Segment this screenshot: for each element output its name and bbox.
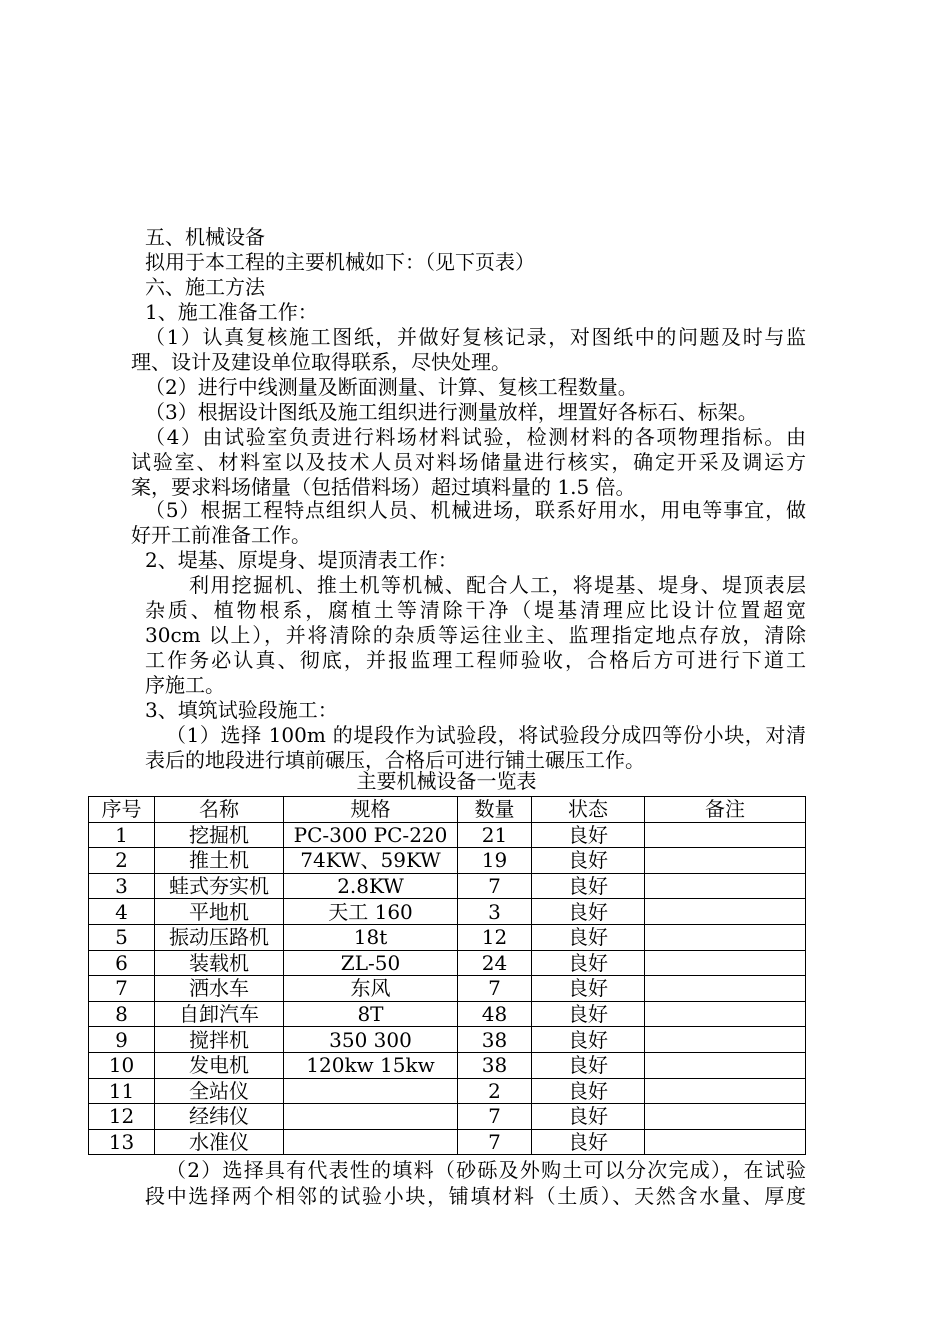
- cell-quantity: 7: [458, 1104, 532, 1130]
- paragraph-line: 表后的地段进行填前碾压，合格后可进行铺土碾压工作。: [145, 748, 645, 772]
- header-cell-quantity: 数量: [458, 797, 532, 823]
- section-heading-machinery: 五、机械设备: [145, 225, 265, 249]
- cell-status: 良好: [532, 924, 645, 950]
- cell-quantity: 12: [458, 924, 532, 950]
- header-cell-spec: 规格: [284, 797, 458, 823]
- table-row: [89, 873, 806, 899]
- paragraph-line: 杂质、植物根系，腐植土等清除干净（堤基清理应比设计位置超宽: [145, 598, 806, 622]
- cell-status: 良好: [532, 1001, 645, 1027]
- cell-name: 推土机: [155, 848, 284, 874]
- table-row: [89, 1052, 806, 1078]
- header-cell-remarks: 备注: [645, 797, 806, 823]
- cell-name: 发电机: [155, 1052, 284, 1078]
- table-row: [89, 1001, 806, 1027]
- cell-remarks: [645, 1052, 806, 1078]
- subsection-heading: 2、堤基、原堤身、堤顶清表工作：: [145, 548, 458, 572]
- table-row: [89, 924, 806, 950]
- cell-index: 13: [89, 1129, 155, 1155]
- paragraph-line: 案，要求料场储量（包括借料场）超过填料量的 1.5 倍。: [131, 475, 636, 499]
- cell-quantity: 38: [458, 1052, 532, 1078]
- cell-quantity: 2: [458, 1078, 532, 1104]
- subsection-heading: 1、施工准备工作：: [145, 300, 318, 324]
- cell-index: 7: [89, 976, 155, 1002]
- cell-name: 自卸汽车: [155, 1001, 284, 1027]
- paragraph-line: 工作务必认真、彻底，并报监理工程师验收，合格后方可进行下道工: [145, 648, 806, 672]
- paragraph-line: 30cm 以上），并将清除的杂质等运往业主、监理指定地点存放，清除: [145, 623, 806, 647]
- cell-name: 搅拌机: [155, 1027, 284, 1053]
- cell-name: 振动压路机: [155, 924, 284, 950]
- cell-remarks: [645, 1027, 806, 1053]
- cell-spec: [284, 1129, 458, 1155]
- cell-spec: 8T: [284, 1001, 458, 1027]
- paragraph-line: 理、设计及建设单位取得联系，尽快处理。: [131, 350, 511, 374]
- paragraph-line: （2）进行中线测量及断面测量、计算、复核工程数量。: [145, 375, 638, 399]
- cell-spec: 2.8KW: [284, 873, 458, 899]
- cell-quantity: 38: [458, 1027, 532, 1053]
- paragraph-line: （2）选择具有代表性的填料（砂砾及外购土可以分次完成），在试验: [166, 1158, 806, 1182]
- cell-status: 良好: [532, 848, 645, 874]
- paragraph-line: 段中选择两个相邻的试验小块，铺填材料（土质）、天然含水量、厚度: [145, 1184, 806, 1208]
- cell-spec: 东风: [284, 976, 458, 1002]
- cell-quantity: 3: [458, 899, 532, 925]
- cell-remarks: [645, 1104, 806, 1130]
- cell-remarks: [645, 924, 806, 950]
- cell-spec: 350 300: [284, 1027, 458, 1053]
- cell-quantity: 7: [458, 873, 532, 899]
- cell-index: 9: [89, 1027, 155, 1053]
- cell-quantity: 21: [458, 822, 532, 848]
- cell-spec: 18t: [284, 924, 458, 950]
- cell-index: 5: [89, 924, 155, 950]
- cell-quantity: 7: [458, 976, 532, 1002]
- cell-remarks: [645, 873, 806, 899]
- table-header-row: [89, 797, 806, 823]
- cell-spec: ZL-50: [284, 950, 458, 976]
- cell-status: 良好: [532, 1027, 645, 1053]
- paragraph-line: （3）根据设计图纸及施工组织进行测量放样，埋置好各标石、标架。: [145, 400, 758, 424]
- cell-index: 10: [89, 1052, 155, 1078]
- cell-quantity: 48: [458, 1001, 532, 1027]
- cell-remarks: [645, 848, 806, 874]
- paragraph-line: 试验室、材料室以及技术人员对料场储量进行核实，确定开采及调运方: [131, 450, 806, 474]
- cell-name: 平地机: [155, 899, 284, 925]
- header-cell-index: 序号: [89, 797, 155, 823]
- cell-quantity: 7: [458, 1129, 532, 1155]
- cell-status: 良好: [532, 1104, 645, 1130]
- cell-remarks: [645, 976, 806, 1002]
- cell-spec: [284, 1078, 458, 1104]
- cell-remarks: [645, 1129, 806, 1155]
- paragraph-line: （1）选择 100m 的堤段作为试验段，将试验段分成四等份小块，对清: [166, 723, 806, 747]
- cell-index: 11: [89, 1078, 155, 1104]
- cell-index: 6: [89, 950, 155, 976]
- cell-index: 4: [89, 899, 155, 925]
- paragraph-line: 序施工。: [145, 673, 225, 697]
- cell-status: 良好: [532, 873, 645, 899]
- header-cell-name: 名称: [155, 797, 284, 823]
- paragraph-line: （5）根据工程特点组织人员、机械进场，联系好用水，用电等事宜，做: [145, 498, 806, 522]
- cell-status: 良好: [532, 1129, 645, 1155]
- table-row: [89, 899, 806, 925]
- cell-spec: [284, 1104, 458, 1130]
- cell-remarks: [645, 950, 806, 976]
- table-row: [89, 950, 806, 976]
- cell-name: 蛙式夯实机: [155, 873, 284, 899]
- table-row: [89, 822, 806, 848]
- cell-remarks: [645, 1001, 806, 1027]
- table-row: [89, 848, 806, 874]
- cell-index: 2: [89, 848, 155, 874]
- paragraph-line: （1）认真复核施工图纸，并做好复核记录，对图纸中的问题及时与监: [145, 325, 806, 349]
- cell-remarks: [645, 899, 806, 925]
- cell-name: 挖掘机: [155, 822, 284, 848]
- cell-name: 洒水车: [155, 976, 284, 1002]
- cell-name: 全站仪: [155, 1078, 284, 1104]
- cell-status: 良好: [532, 899, 645, 925]
- header-cell-status: 状态: [532, 797, 645, 823]
- paragraph-line: 好开工前准备工作。: [131, 523, 311, 547]
- equipment-table: [88, 796, 806, 1155]
- cell-index: 3: [89, 873, 155, 899]
- section-heading-method: 六、施工方法: [145, 275, 265, 299]
- cell-quantity: 19: [458, 848, 532, 874]
- cell-index: 8: [89, 1001, 155, 1027]
- cell-spec: 120kw 15kw: [284, 1052, 458, 1078]
- cell-status: 良好: [532, 976, 645, 1002]
- cell-remarks: [645, 822, 806, 848]
- subsection-heading: 3、填筑试验段施工：: [145, 698, 338, 722]
- cell-index: 12: [89, 1104, 155, 1130]
- cell-status: 良好: [532, 1052, 645, 1078]
- cell-status: 良好: [532, 822, 645, 848]
- cell-spec: 74KW、59KW: [284, 848, 458, 874]
- table-row: [89, 1104, 806, 1130]
- table-row: [89, 1078, 806, 1104]
- cell-name: 装载机: [155, 950, 284, 976]
- paragraph-line: 拟用于本工程的主要机械如下：（见下页表）: [145, 250, 535, 274]
- paragraph-line: 利用挖掘机、推土机等机械、配合人工，将堤基、堤身、堤顶表层: [189, 573, 806, 597]
- table-row: [89, 1129, 806, 1155]
- cell-status: 良好: [532, 950, 645, 976]
- cell-name: 水准仪: [155, 1129, 284, 1155]
- cell-name: 经纬仪: [155, 1104, 284, 1130]
- paragraph-line: （4）由试验室负责进行料场材料试验，检测材料的各项物理指标。由: [145, 425, 806, 449]
- cell-index: 1: [89, 822, 155, 848]
- cell-quantity: 24: [458, 950, 532, 976]
- table-caption: 主要机械设备一览表: [356, 769, 537, 793]
- cell-remarks: [645, 1078, 806, 1104]
- cell-spec: 天工 160: [284, 899, 458, 925]
- table-row: [89, 976, 806, 1002]
- cell-spec: PC-300 PC-220: [284, 822, 458, 848]
- table-row: [89, 1027, 806, 1053]
- cell-status: 良好: [532, 1078, 645, 1104]
